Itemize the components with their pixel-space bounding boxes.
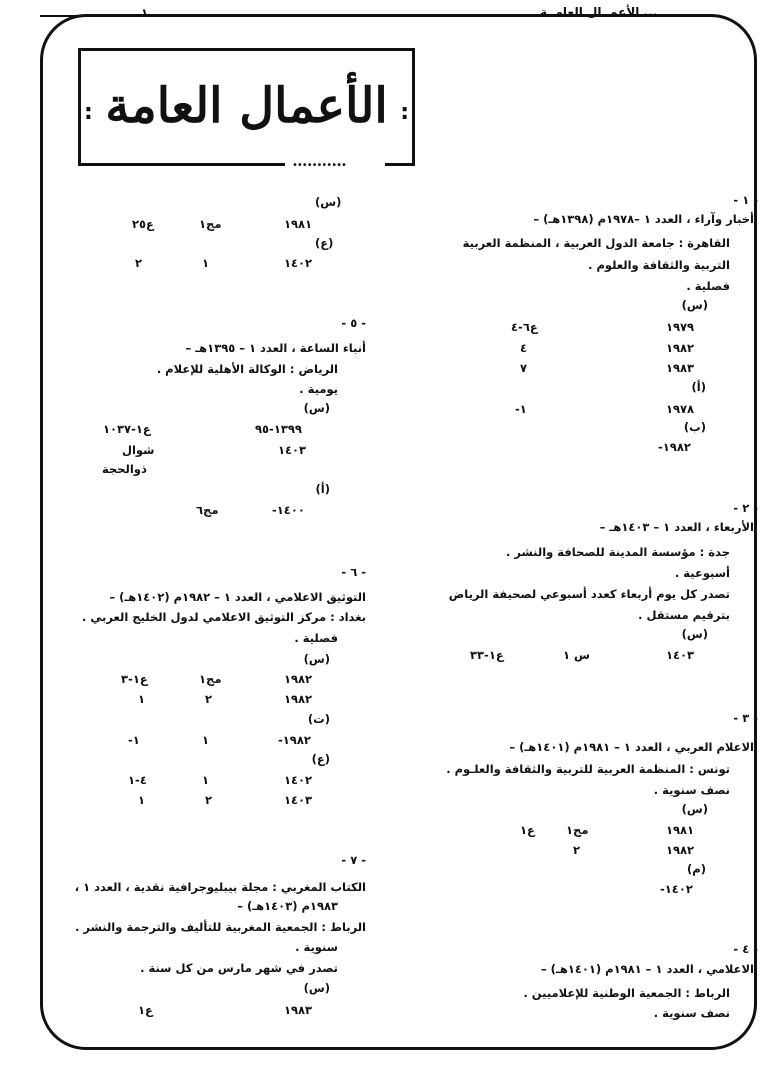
entry-title: أخبار وآراء ، العدد ١ –١٩٧٨م (١٣٩٨هـ) – [533,212,754,226]
entry-publisher: جدة : مؤسسة المدينة للصحافة والنشر . [505,545,730,559]
entry-publisher: الرباط : الجمعية الوطنية للإعلاميين . [523,986,730,1000]
entry-publisher: التربية والثقافة والعلوم . [588,258,730,272]
holdings-label: (ب) [683,420,706,434]
holdings-cell: -١٩٨٢ [658,440,691,454]
holdings-cell: ١ [202,773,210,787]
entry-frequency: فصلية . [294,631,338,645]
holdings-cell: ع٢٥ [132,217,154,231]
holdings-cell: ع١-١٠٣٧ [103,422,151,436]
holdings-cell: مج١ [199,217,222,231]
entry-title: الأربعاء ، العدد ١ – ١٤٠٣هـ – [599,520,754,534]
holdings-label: (س) [681,802,708,816]
holdings-label: (ت) [307,712,330,726]
section-title: الأعمال العامة [105,78,388,134]
entry-title: أنباء الساعة ، العدد ١ – ١٣٩٥هـ – [185,341,366,355]
entry-note: بترقيم مستقل . [638,608,730,622]
holdings-cell: ١٩٧٨ [666,402,695,416]
holdings-label: (س) [303,981,330,995]
entry-frequency: فصلية . [686,279,730,293]
entry-publisher: الرباط : الجمعية المغربية للتأليف والترجمة والنشر . [75,920,366,934]
title-dots: ••••••••••• [292,160,346,171]
entry-title: الاعلام العربي ، العدد ١ – ١٩٨١م (١٤٠١هـ) – [509,740,754,754]
holdings-label: (س) [315,195,342,209]
entry-frequency: سنوية . [295,940,338,954]
holdings-cell: ١٤٠٣ [278,443,307,457]
holdings-cell: ذوالحجة [102,462,147,476]
holdings-cell: ٤ [520,341,528,355]
holdings-label: (ع) [311,752,330,766]
holdings-cell: ٢ [205,692,213,706]
holdings-cell: ٢ [573,843,581,857]
holdings-cell: ع١ [138,1003,153,1017]
holdings-cell: مج٦ [196,503,219,517]
page-number: ١ [141,6,149,20]
holdings-cell: ١٩٨٢ [666,843,695,857]
entry-note: تصدر كل يوم أربعاء كعدد أسبوعي لصحيفة الرياض [448,587,730,601]
holdings-cell: ع٦-٤ [511,320,538,334]
holdings-cell: مج١ [199,672,222,686]
entry-number: - ٣ - [733,711,758,725]
holdings-cell: -١ [515,402,527,416]
holdings-label: (س) [303,401,330,415]
holdings-label: (ع) [315,236,334,250]
holdings-cell: ١٤٠٣ [666,648,695,662]
entry-title: الاعلامي ، العدد ١ – ١٩٨١م (١٤٠١هـ) – [540,962,754,976]
entry-number: - ٦ - [341,565,366,579]
entry-number: - ٢ - [733,501,758,515]
holdings-cell: ١٩٨٣ [284,1003,313,1017]
title-box: : : الأعمال العامة ••••••••••• [78,48,415,166]
holdings-cell: ٢ [135,256,143,270]
holdings-cell: مج١ [566,823,589,837]
entry-number: - ٧ - [341,853,366,867]
holdings-label: (س) [303,652,330,666]
holdings-cell: -١٤٠٢ [660,882,693,896]
entry-title: ١٩٨٣م (١٤٠٣هـ) – [237,899,338,913]
entry-title: التوثيق الاعلامي ، العدد ١ – ١٩٨٢م (١٤٠٢هـ) – [109,590,366,604]
running-title: ... الأعمــال العامــة [540,5,658,19]
entry-frequency: نصف سنوية . [653,783,730,797]
entry-number: - ١ - [733,193,758,207]
holdings-cell: ٢ [205,793,213,807]
holdings-label: (أ) [315,482,330,496]
holdings-cell: ٤-١ [128,773,147,787]
entry-publisher: القاهرة : جامعة الدول العربية ، المنظمة العربية [462,236,730,250]
holdings-label: (س) [681,298,708,312]
holdings-cell: ١٩٨١ [284,217,313,231]
entry-note: تصدر في شهر مارس من كل سنة . [140,961,338,975]
holdings-cell: ١٩٨٢ [666,341,695,355]
entry-title: الكتاب المغربي : مجلة بيبليوجرافية نقدية ، العدد ١ ، [74,880,366,894]
holdings-cell: ١ [138,692,146,706]
holdings-cell: -١ [128,733,140,747]
entry-publisher: بغداد : مركز التوثيق الاعلامي لدول الخليج العربي . [82,610,366,624]
holdings-cell: س ١ [563,648,590,662]
holdings-cell: ١٩٨٢ [284,692,313,706]
holdings-cell: ع١-٣٣ [470,648,504,662]
holdings-cell: ١٤٠٣ [284,793,313,807]
holdings-cell: ١٣٩٩-٩٥ [255,422,302,436]
holdings-cell: ١ [202,733,210,747]
holdings-cell: ٧ [520,361,528,375]
holdings-cell: ١٩٨٢ [284,672,313,686]
holdings-label: (س) [681,627,708,641]
entry-frequency: يومية . [299,382,338,396]
entry-frequency: نصف سنوية . [653,1006,730,1020]
entry-publisher: الرياض : الوكالة الأهلية للإعلام . [156,362,338,376]
holdings-cell: ١٤٠٢ [284,256,313,270]
holdings-cell: ١٩٨١ [666,823,695,837]
holdings-cell: ع١-٣ [121,672,148,686]
holdings-cell: -١٩٨٢ [278,733,311,747]
entry-number: - ٥ - [341,316,366,330]
holdings-cell: ١٩٨٣ [666,361,695,375]
holdings-cell: ١ [138,793,146,807]
holdings-cell: ١٤٠٢ [284,773,313,787]
entry-publisher: تونس : المنظمة العربية للتربية والثقافة والعلـوم . [446,762,730,776]
holdings-cell: ١٩٧٩ [666,320,695,334]
entry-number: - ٤ - [733,942,758,956]
holdings-cell: شوال [122,443,155,457]
holdings-label: (أ) [691,380,706,394]
entry-frequency: أسبوعية . [674,566,730,580]
holdings-label: (م) [687,862,706,876]
holdings-cell: ع١ [520,823,535,837]
holdings-cell: -١٤٠٠ [272,503,305,517]
holdings-cell: ١ [202,256,210,270]
